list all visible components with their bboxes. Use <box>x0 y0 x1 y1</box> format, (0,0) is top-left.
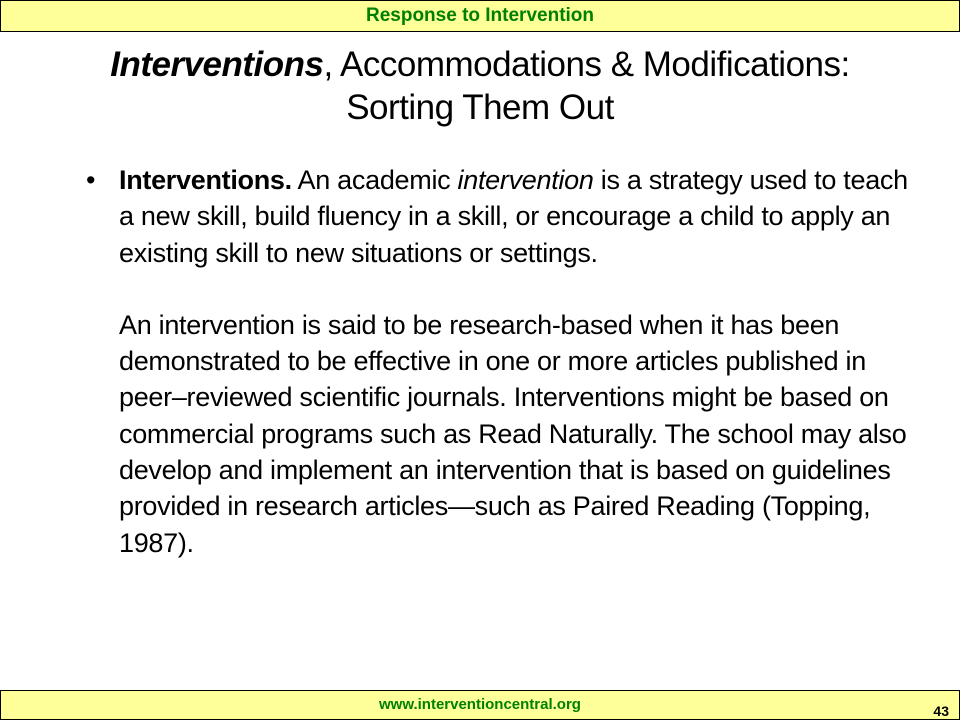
slide-content <box>86 162 916 561</box>
bullet-term: intervention <box>457 165 594 195</box>
header-banner-text: Response to Intervention <box>365 5 595 26</box>
bullet-lead: Interventions. <box>119 165 292 195</box>
bullet-item <box>86 162 916 561</box>
paragraph-2: An intervention is said to be research-based when it has been demonstrated to be effective in one or more articles published in peer–reviewed scientific journals. Interventions might be based on commercial programs such as Read Naturally. The school may also develop and implement an intervention that is based on guidelines provided in research articles—such as Paired Reading (Topping, 1987). <box>119 309 907 558</box>
bullet-body <box>119 162 916 561</box>
page-number: 43 <box>933 703 949 719</box>
slide-title <box>60 43 900 129</box>
bullet-dot-icon: • <box>86 165 96 195</box>
footer-url-link[interactable]: www.interventioncentral.org <box>379 696 581 713</box>
paragraph-gap <box>119 271 916 307</box>
footer-banner <box>0 690 960 720</box>
title-line-2: Sorting Them Out <box>346 88 614 127</box>
bullet-text-2: is a strategy used to teach a new skill, build fluency in a skill, or encourage a child to apply an existing skill to new situations or settings. <box>119 165 908 268</box>
title-rest: , Accommodations & Modifications: <box>323 45 850 84</box>
title-emphasis: Interventions <box>110 45 324 84</box>
bullet-text-1: An academic <box>291 165 458 195</box>
header-banner <box>0 0 960 32</box>
